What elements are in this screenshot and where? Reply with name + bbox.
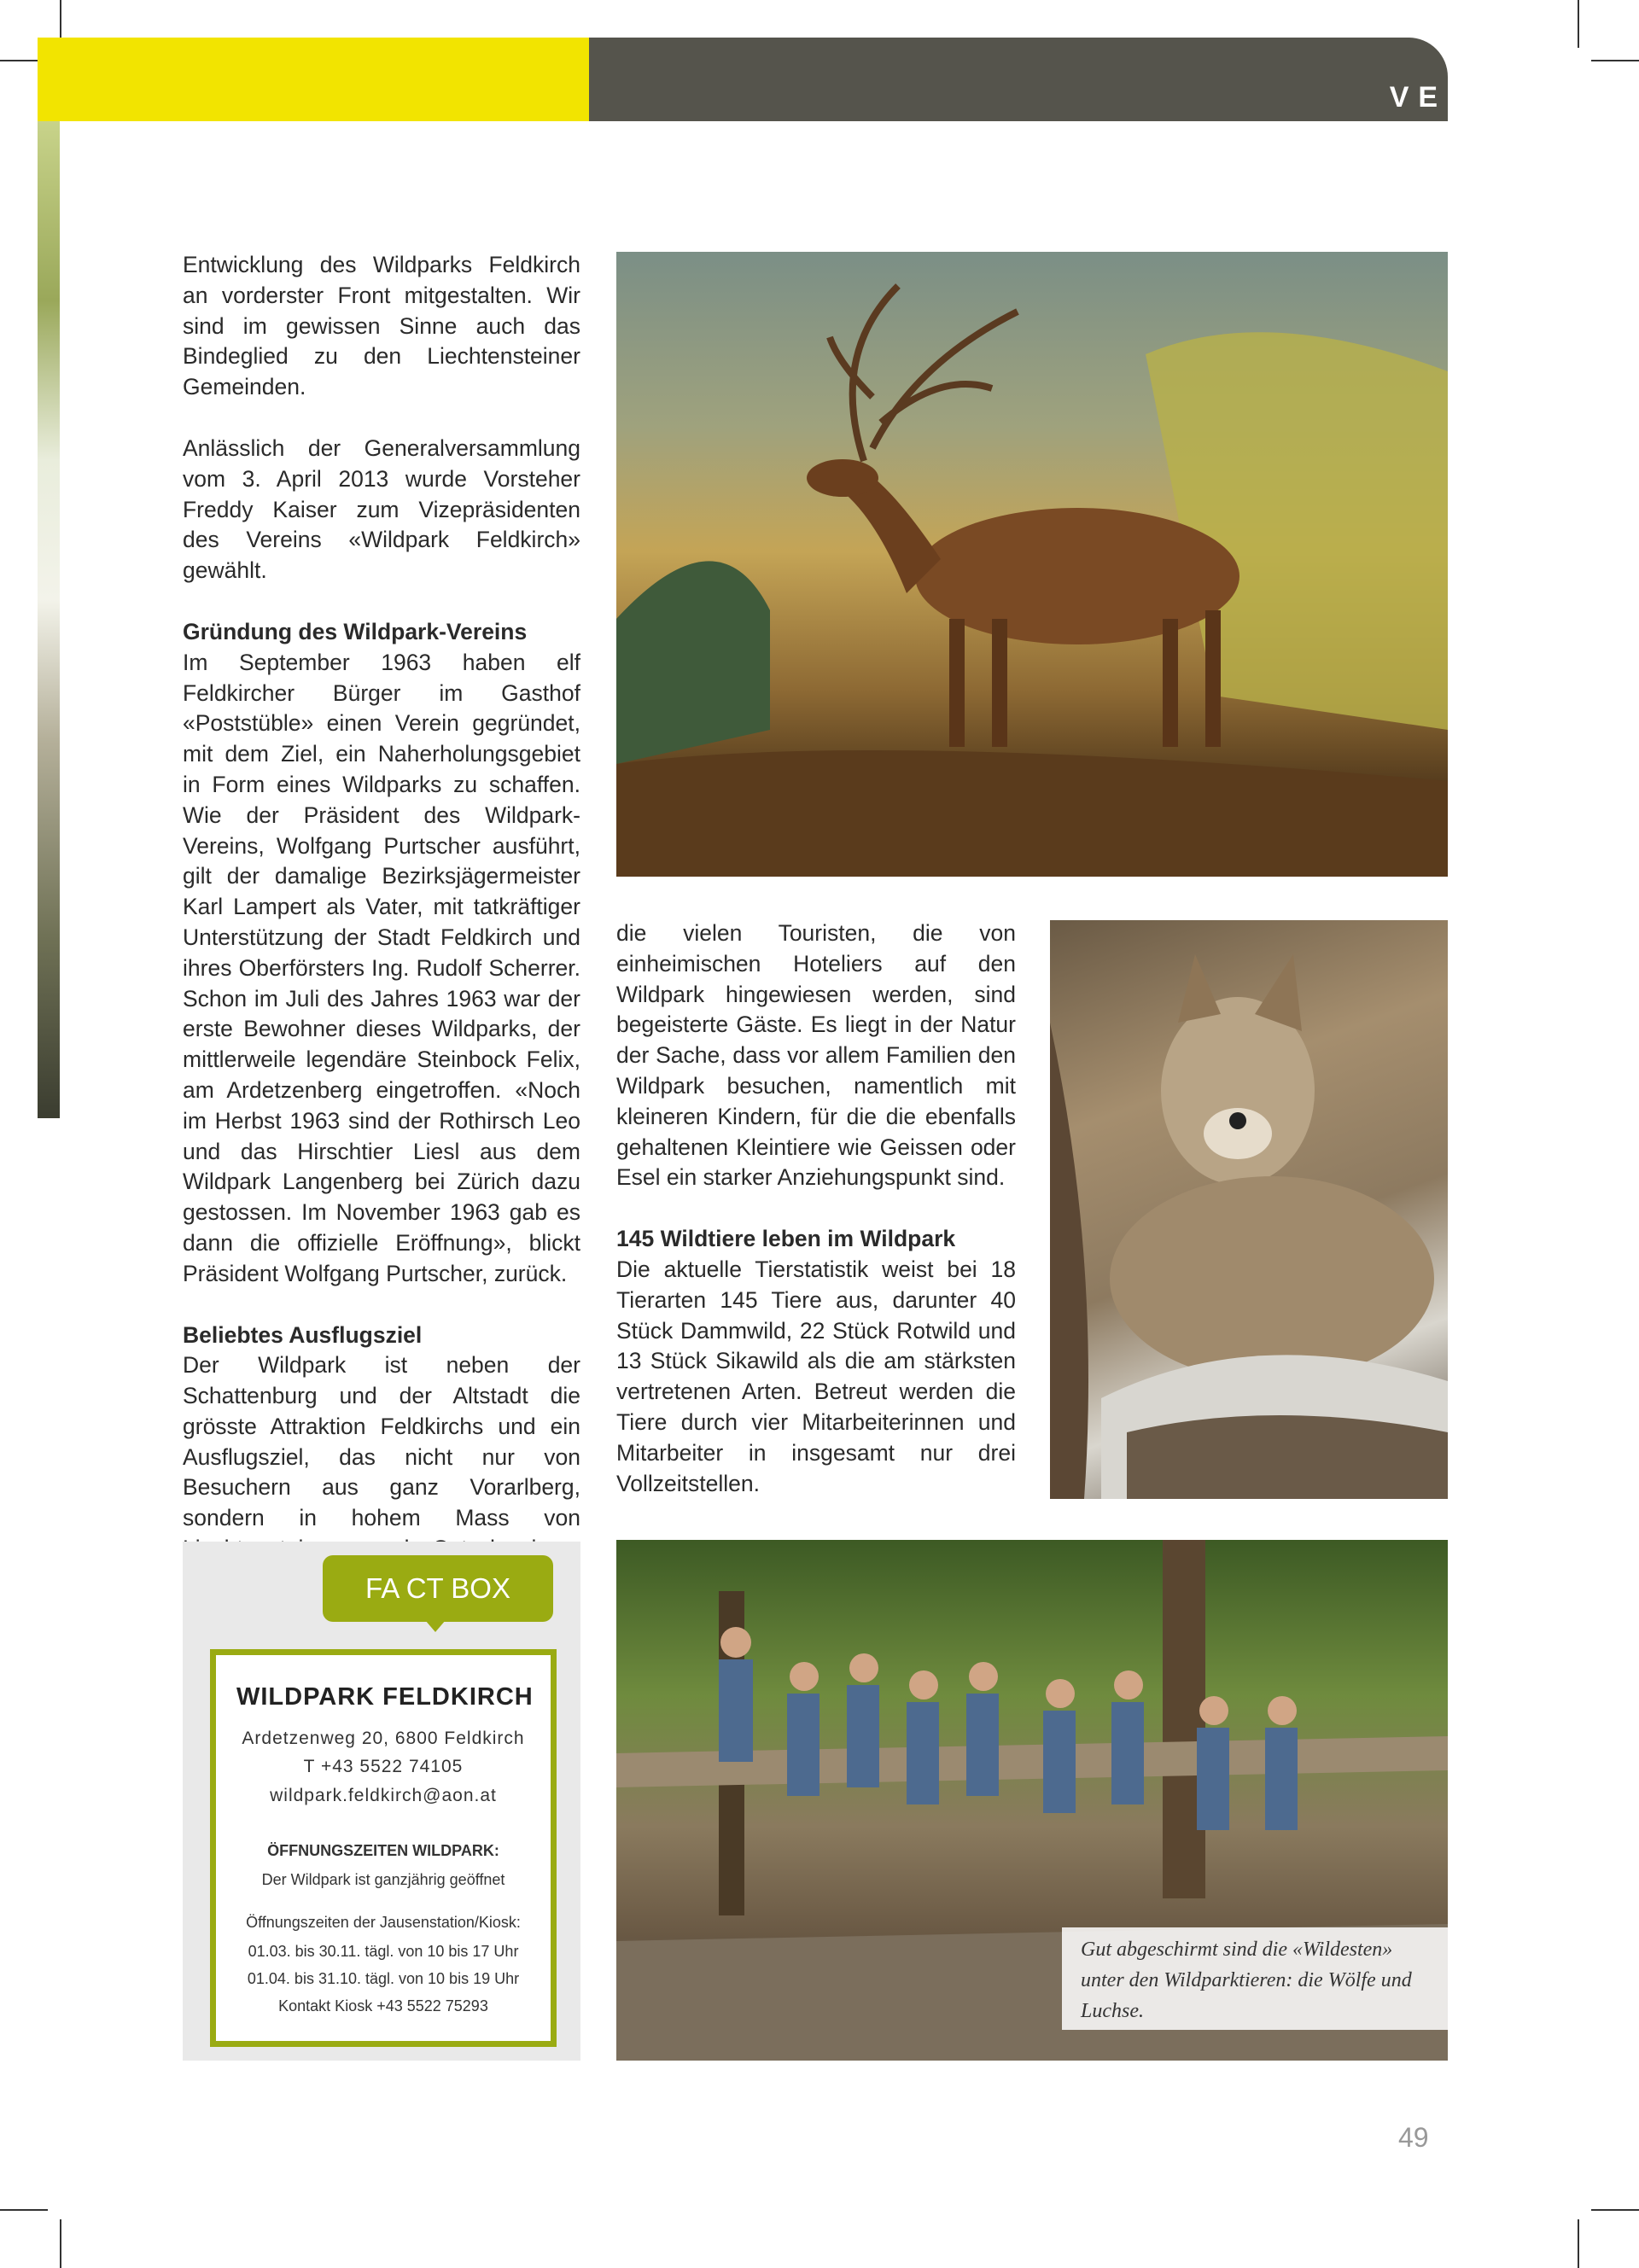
section-heading: 145 Wildtiere leben im Wildpark	[616, 1226, 956, 1252]
section-text: Die aktuelle Tierstatistik weist bei 18 Tierarten 145 Tiere aus, darunter 40 Stück Dammwild, 22 Stück Rotwild und 13 Stück Sikawild als die am stärksten vertretenen Arten. Betreut werden die Tiere durch vier Mitarbeiterinnen und Mitarbeiter in insgesamt nur drei Vollzeitstellen.	[616, 1256, 1016, 1496]
section-animals	[616, 1224, 1016, 1499]
section-text: Im September 1963 haben elf Feldkircher Bürger im Gasthof «Poststüble» einen Verein gegründet, mit dem Ziel, ein Naherholungsgebiet in Form eines Wildparks zu schaffen. Wie der Präsident des Wildpark-Vereins, Wolfgang Purtscher ausführt, gilt der damalige Bezirksjägermeister Karl Lampert als Vater, mit tatkräftiger Unterstützung der Stadt Feldkirch und ihres Oberförsters Ing. Rudolf Scherrer. Schon im Juli des Jahres 1963 war der erste Bewohner dieses Wildparks, der mittlerweile legendäre Steinbock Felix, am Ardetzenberg eingetroffen. «Noch im Herbst 1963 sind der Rothirsch Leo und das Hirschtier Liesl aus dem Wildpark Langenberg bei Zürich dazu gestossen. Im November 1963 gab es dann die offizielle Eröffnung», blickt Präsident Wolfgang Purtscher, zurück.	[183, 649, 580, 1286]
paragraph: Anlässlich der Generalversammlung vom 3. April 2013 wurde Vorsteher Freddy Kaiser zum Vizepräsidenten des Vereins «Wildpark Feldkirch» gewählt.	[183, 434, 580, 584]
factbox-kiosk-line: 01.03. bis 30.11. tägl. von 10 bis 17 Uhr	[248, 1943, 519, 1960]
wolf-photo	[1050, 920, 1448, 1499]
section-text: Der Wildpark ist neben der Schattenburg und der Altstadt die grösste Attraktion Feldkirchs und ein Ausflugsziel, das nicht nur von Besuchern aus ganz Vorarlberg, sondern in hohem Mass von	[183, 1352, 580, 1531]
section-heading: Gründung des Wildpark-Vereins	[183, 618, 528, 644]
header-yellow-band	[38, 38, 589, 121]
factbox-tab: FA CT BOX	[323, 1555, 553, 1622]
paragraph: Entwicklung des Wildparks Feldkirch an vorderster Front mitgestalten. Wir sind im gewissen Sinne auch das Bindeglied zu den Liechtensteiner Gemeinden.	[183, 252, 580, 400]
crop-mark	[1591, 60, 1639, 61]
paragraph: die vielen Touristen, die von einheimischen Hoteliers auf den Wildpark hingewiesen werden, sind begeisterte Gäste. Es liegt in der Natur der Sache, dass vor allem Familien den Wildpark besuchen, namentlich mit kleineren Kindern, für die die ebenfalls gehaltenen Kleintiere wie Geissen oder Esel ein starker Anziehungspunkt sind.	[616, 920, 1016, 1191]
factbox-email: wildpark.feldkirch@aon.at	[270, 1786, 497, 1805]
crop-mark	[60, 2219, 61, 2268]
text-column-middle	[616, 918, 1016, 1530]
photo-caption: Gut abgeschirmt sind die «Wildesten» unter den Wildparktieren: die Wölfe und Luchse.	[1081, 1939, 1412, 2022]
crop-mark	[1591, 2209, 1639, 2211]
left-edge-photo	[38, 121, 60, 1118]
factbox-pointer-icon	[425, 1620, 446, 1632]
factbox-phone: T +43 5522 74105	[303, 1757, 464, 1776]
factbox-kiosk-heading: Öffnungszeiten der Jausenstation/Kiosk:	[246, 1914, 521, 1931]
wolf-illustration	[1050, 920, 1448, 1499]
factbox-title: WILDPARK FELDKIRCH	[236, 1683, 534, 1711]
header-dark-band	[589, 38, 1448, 121]
section-title: VEREINE	[1389, 81, 1583, 114]
crop-mark	[0, 2209, 48, 2211]
red-deer-photo	[616, 252, 1448, 877]
factbox-address: Ardetzenweg 20, 6800 Feldkirch	[242, 1729, 525, 1748]
factbox-kiosk-line: 01.04. bis 31.10. tägl. von 10 bis 19 Uhr	[247, 1970, 520, 1987]
red-deer-illustration	[616, 252, 1448, 877]
crop-mark	[1578, 2219, 1579, 2268]
text-column-left	[183, 250, 580, 1626]
section-heading: Beliebtes Ausflugsziel	[183, 1321, 423, 1348]
factbox-kiosk-contact: Kontakt Kiosk +43 5522 75293	[278, 1997, 488, 2014]
section-founding	[183, 617, 580, 1290]
factbox-hours-text: Der Wildpark ist ganzjährig geöffnet	[261, 1871, 505, 1888]
factbox-hours-heading: ÖFFNUNGSZEITEN WILDPARK:	[267, 1842, 499, 1859]
page-number: 49	[1398, 2122, 1429, 2153]
